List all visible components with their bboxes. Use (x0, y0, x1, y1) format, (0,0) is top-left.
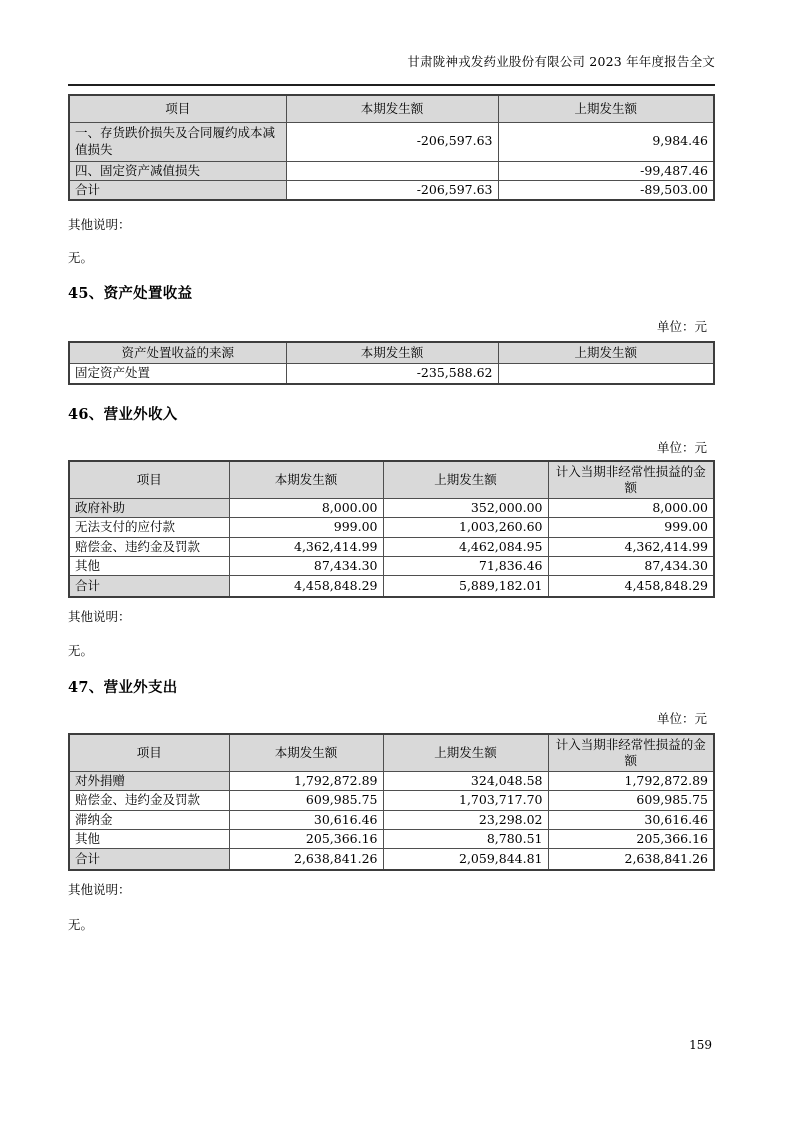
nonrecurring-amount-cell: 4,362,414.99 (548, 537, 714, 556)
none-text: 无。 (68, 250, 94, 265)
prior-amount-cell: -99,487.46 (498, 161, 714, 180)
nonrecurring-amount-cell: 2,638,841.26 (548, 849, 714, 870)
page-number: 159 (689, 1038, 712, 1052)
nonrecurring-amount-cell: 30,616.46 (548, 810, 714, 829)
current-amount-cell: 8,000.00 (229, 499, 383, 518)
column-header-nonrecurring: 计入当期非经常性损益的金额 (548, 461, 714, 499)
prior-amount-cell: 352,000.00 (383, 499, 548, 518)
unit-label: 单位：元 (656, 710, 707, 726)
current-amount-cell: 205,366.16 (229, 829, 383, 848)
current-amount-cell: 4,362,414.99 (229, 537, 383, 556)
table-header-row (69, 95, 714, 122)
impairment-loss-table (68, 94, 715, 201)
nonrecurring-amount-cell: 87,434.30 (548, 556, 714, 575)
row-label-cell: 赔偿金、违约金及罚款 (69, 791, 229, 810)
row-label-cell: 固定资产处置 (69, 364, 286, 384)
other-note-label: 其他说明： (68, 881, 131, 897)
current-amount-cell: 2,638,841.26 (229, 849, 383, 870)
column-header-prior-period: 上期发生额 (498, 342, 714, 364)
table-row (69, 364, 714, 384)
row-label-cell: 合计 (69, 576, 229, 597)
prior-amount-cell: 1,003,260.60 (383, 518, 548, 537)
table-row (69, 772, 714, 791)
section-45-heading: 45、资产处置收益 (68, 285, 193, 302)
column-header-item: 项目 (69, 734, 229, 772)
table-row (69, 499, 714, 518)
current-amount-cell: 1,792,872.89 (229, 772, 383, 791)
table-total-row (69, 576, 714, 597)
non-operating-expense-table (68, 733, 715, 871)
column-header-prior-period: 上期发生额 (498, 95, 714, 122)
prior-amount-cell: 5,889,182.01 (383, 576, 548, 597)
current-amount-cell (286, 161, 498, 180)
current-amount-cell: 30,616.46 (229, 810, 383, 829)
column-header-source: 资产处置收益的来源 (69, 342, 286, 364)
column-header-current-period: 本期发生额 (286, 95, 498, 122)
table-row (69, 810, 714, 829)
prior-amount-cell: 8,780.51 (383, 829, 548, 848)
table-row (69, 537, 714, 556)
nonrecurring-amount-cell: 4,458,848.29 (548, 576, 714, 597)
current-amount-cell: 609,985.75 (229, 791, 383, 810)
none-text: 无。 (68, 642, 94, 658)
table-header-row (69, 342, 714, 364)
nonrecurring-amount-cell: 999.00 (548, 518, 714, 537)
row-label-cell: 赔偿金、违约金及罚款 (69, 537, 229, 556)
current-amount-cell: -235,588.62 (286, 364, 498, 384)
nonrecurring-amount-cell: 609,985.75 (548, 791, 714, 810)
other-note-label: 其他说明： (68, 608, 131, 624)
other-note-label: 其他说明： (68, 217, 131, 232)
row-label-cell: 无法支付的应付款 (69, 518, 229, 537)
table-row (69, 829, 714, 848)
table-header-row (69, 461, 714, 499)
row-label-cell: 其他 (69, 556, 229, 575)
row-label-cell: 政府补助 (69, 499, 229, 518)
row-label-cell: 对外捐赠 (69, 772, 229, 791)
table-header-row (69, 734, 714, 772)
row-label-cell: 合计 (69, 849, 229, 870)
row-label-cell: 一、存货跌价损失及合同履约成本减值损失 (69, 122, 286, 161)
nonrecurring-amount-cell: 8,000.00 (548, 499, 714, 518)
prior-amount-cell (498, 364, 714, 384)
prior-amount-cell: 1,703,717.70 (383, 791, 548, 810)
table-row (69, 556, 714, 575)
document-header-title: 甘肃陇神戎发药业股份有限公司 2023 年年度报告全文 (68, 54, 715, 86)
prior-amount-cell: 2,059,844.81 (383, 849, 548, 870)
prior-amount-cell: 71,836.46 (383, 556, 548, 575)
table-row (69, 161, 714, 180)
prior-amount-cell: -89,503.00 (498, 180, 714, 200)
non-operating-income-table (68, 460, 715, 598)
prior-amount-cell: 324,048.58 (383, 772, 548, 791)
none-text: 无。 (68, 916, 94, 932)
current-amount-cell: 999.00 (229, 518, 383, 537)
table-row (69, 518, 714, 537)
row-label-cell: 滞纳金 (69, 810, 229, 829)
table-row (69, 122, 714, 161)
prior-amount-cell: 9,984.46 (498, 122, 714, 161)
current-amount-cell: 87,434.30 (229, 556, 383, 575)
column-header-current-period: 本期发生额 (229, 461, 383, 499)
table-total-row (69, 849, 714, 870)
column-header-current-period: 本期发生额 (286, 342, 498, 364)
prior-amount-cell: 4,462,084.95 (383, 537, 548, 556)
nonrecurring-amount-cell: 1,792,872.89 (548, 772, 714, 791)
row-label-cell: 四、固定资产减值损失 (69, 161, 286, 180)
nonrecurring-amount-cell: 205,366.16 (548, 829, 714, 848)
table-row (69, 791, 714, 810)
column-header-prior-period: 上期发生额 (383, 461, 548, 499)
column-header-item: 项目 (69, 95, 286, 122)
section-47-heading: 47、营业外支出 (68, 678, 178, 696)
row-label-cell: 合计 (69, 180, 286, 200)
row-label-cell: 其他 (69, 829, 229, 848)
column-header-prior-period: 上期发生额 (383, 734, 548, 772)
prior-amount-cell: 23,298.02 (383, 810, 548, 829)
unit-label: 单位：元 (656, 439, 707, 455)
column-header-nonrecurring: 计入当期非经常性损益的金额 (548, 734, 714, 772)
current-amount-cell: 4,458,848.29 (229, 576, 383, 597)
section-46-heading: 46、营业外收入 (68, 405, 178, 423)
current-amount-cell: -206,597.63 (286, 122, 498, 161)
current-amount-cell: -206,597.63 (286, 180, 498, 200)
column-header-current-period: 本期发生额 (229, 734, 383, 772)
column-header-item: 项目 (69, 461, 229, 499)
asset-disposal-income-table (68, 341, 715, 385)
table-total-row (69, 180, 714, 200)
unit-label: 单位：元 (656, 319, 707, 334)
